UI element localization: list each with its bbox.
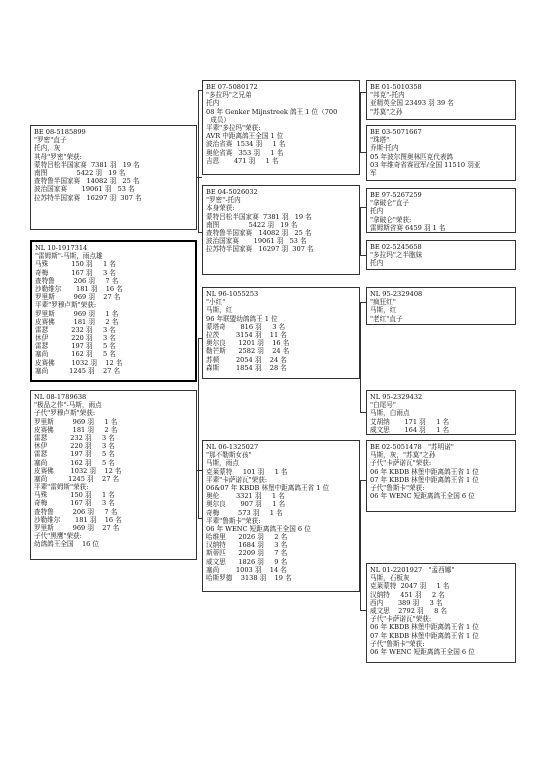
pedigree-line: 威文思 2792 羽 8 名 bbox=[370, 606, 447, 615]
pedigree-line: 08 年 Genker Mijnstreek 鸽王 1 位（700 bbox=[206, 107, 338, 116]
pedigree-line: AVR 中距离鸽王全国 1 位 bbox=[206, 132, 284, 141]
pedigree-line: NL 06-1325027 bbox=[206, 443, 259, 451]
pedigree-box-sire bbox=[30, 125, 197, 230]
pedigree-line: 乔斯·托内 bbox=[370, 144, 399, 153]
pedigree-line: "苏莫"之孙 bbox=[370, 107, 403, 116]
pedigree-line: NL 96-1055253 bbox=[206, 290, 259, 298]
pedigree-line: 威文思 164 羽 1 名 bbox=[370, 425, 450, 434]
pedigree-line: 马斯，红 bbox=[206, 306, 233, 315]
pedigree-line: 托内 bbox=[370, 207, 384, 216]
pedigree-line: 南图 5422 羽 19 名 bbox=[34, 168, 126, 177]
pedigree-line: BE 07-5080172 bbox=[206, 83, 258, 91]
pedigree-line: "老红"直子 bbox=[370, 314, 403, 323]
pedigree-line: 06 年 KBDB 林堡中距离鸽王省 1 位 bbox=[370, 467, 479, 476]
pedigree-line: 塞尚 1245 羽 27 名 bbox=[35, 366, 121, 375]
pedigree-line: 西内 389 羽 3 名 bbox=[370, 598, 443, 607]
pedigree-line: 勒芒斯 2582 羽 24 名 bbox=[206, 347, 290, 356]
pedigree-line: 皮赛佛 1032 羽 12 名 bbox=[34, 466, 122, 475]
pedigree-box-sire-sire bbox=[202, 80, 360, 175]
pedigree-line: 96 年联盟幼鸽鸽王 1 位 bbox=[206, 314, 278, 323]
pedigree-line: 罗里斯 969 羽 1 名 bbox=[34, 417, 118, 426]
pedigree-line: 03 年维奇省赛冠军/全国 11510 羽亚 bbox=[370, 160, 481, 169]
pedigree-box-sire-sire-dam bbox=[366, 125, 516, 181]
pedigree-line: BE 02-5245658 bbox=[370, 243, 422, 251]
pedigree-line: "白尾号" bbox=[370, 401, 396, 410]
pedigree-line: "那不勒斯女孩" bbox=[206, 451, 252, 460]
pedigree-line: "小红" bbox=[206, 298, 226, 307]
pedigree-line: 皮赛佛 181 羽 2 名 bbox=[34, 425, 118, 434]
pedigree-line: 雷瑟 232 羽 3 名 bbox=[35, 325, 116, 334]
pedigree-box-dam-dam-sire bbox=[366, 440, 516, 512]
pedigree-line: BE 04-5026032 bbox=[206, 188, 258, 196]
pedigree-line: 马斯，红 bbox=[370, 306, 397, 315]
pedigree-line: 塞尚 162 羽 5 名 bbox=[35, 350, 116, 359]
pedigree-line: 06 年 WENC 短距离鸽王全国 6 位 bbox=[370, 492, 475, 501]
pedigree-line: 休伊 220 羽 3 名 bbox=[35, 334, 116, 343]
pedigree-line: 查特鲁 206 羽 7 名 bbox=[35, 276, 119, 285]
pedigree-line: 查特鲁半国家赛 14082 羽 25 名 bbox=[34, 177, 140, 186]
pedigree-line: 07 年 KBDB 林堡中距离鸽王省 1 位 bbox=[370, 475, 479, 484]
pedigree-line: 奥伦省赛 353 羽 1 名 bbox=[206, 148, 284, 157]
pedigree-line: 子代"卡萨诺瓦"荣获: bbox=[370, 615, 432, 624]
pedigree-line: 军 bbox=[370, 168, 377, 177]
pedigree-line: 成员） bbox=[206, 115, 230, 124]
pedigree-box-dam-sire bbox=[202, 287, 360, 379]
pedigree-line: 塞尚 1003 羽 14 名 bbox=[206, 565, 287, 574]
pedigree-line: 克莱蒙特 2047 羽 1 名 bbox=[370, 582, 450, 591]
pedigree-line: 皮赛佛 1032 羽 12 名 bbox=[35, 358, 123, 367]
pedigree-line: 波治省赛 1534 羽 1 名 bbox=[206, 140, 286, 149]
pedigree-line: 马斯，雨点 bbox=[206, 459, 239, 468]
pedigree-line: 皮赛佛 181 羽 2 名 bbox=[35, 317, 119, 326]
pedigree-line: "罗密"-托内 bbox=[206, 196, 241, 205]
pedigree-line: 汉纳特 451 羽 2 名 bbox=[370, 590, 445, 599]
pedigree-line: "多拉玛"之兄弟 bbox=[206, 91, 252, 100]
pedigree-line: 克莱蒙特 101 羽 1 名 bbox=[206, 467, 288, 476]
pedigree-line: 蒙塔奇 816 羽 3 名 bbox=[206, 322, 286, 331]
pedigree-line: 托内，灰 bbox=[34, 144, 61, 153]
pedigree-box-sire-dam bbox=[202, 185, 360, 275]
pedigree-line: "雷姆斯"-马斯，雨点雄 bbox=[35, 252, 103, 261]
pedigree-line: 马斯，白雨点 bbox=[370, 409, 410, 418]
pedigree-line: BE 97-5267259 bbox=[370, 191, 422, 199]
pedigree-line: 拉茨 3154 羽 11 名 bbox=[206, 330, 287, 339]
pedigree-line: NL 95-2329432 bbox=[370, 393, 423, 401]
connector bbox=[360, 480, 361, 610]
pedigree-line: 南图 5422 羽 19 名 bbox=[206, 220, 298, 229]
pedigree-line: 斯蒂匹 2209 羽 7 名 bbox=[206, 549, 288, 558]
pedigree-line: 马斯，灰，"苏莫"之孙 bbox=[370, 451, 436, 460]
connector bbox=[198, 338, 199, 518]
pedigree-line: 其母"罗密"荣获: bbox=[34, 152, 82, 161]
pedigree-line: 罗里斯 969 羽 27 名 bbox=[35, 293, 121, 302]
pedigree-line: BE 01-5010358 bbox=[370, 83, 422, 91]
pedigree-line: 雷瑟 232 羽 3 名 bbox=[34, 433, 115, 442]
pedigree-line: BE 02-5051478 "苏明诺" bbox=[370, 443, 454, 451]
pedigree-line: "邦克"-托内 bbox=[370, 91, 405, 100]
pedigree-line: 子代"鲁斯卡"荣获: bbox=[370, 639, 425, 648]
pedigree-line: 子代"罗穆卢斯"荣获: bbox=[34, 409, 96, 418]
pedigree-line: 威文思 1826 羽 9 名 bbox=[206, 557, 288, 566]
pedigree-line: 拉苏特半国家赛 16297 羽 307 名 bbox=[206, 245, 314, 254]
connector bbox=[360, 92, 361, 152]
pedigree-line: 亚精英全国 23493 羽 39 名 bbox=[370, 99, 454, 108]
pedigree-line: 沙勒维尔 181 羽 16 名 bbox=[35, 284, 123, 293]
pedigree-line: 奥尔良 907 羽 1 名 bbox=[206, 500, 286, 509]
pedigree-line: "疯狂红" bbox=[370, 298, 396, 307]
pedigree-line: 奥伦 3321 羽 1 名 bbox=[206, 492, 285, 501]
pedigree-box-dam-sire-dam bbox=[366, 390, 516, 435]
pedigree-line: 07 年 KBDB 林堡中距离鸽王省 1 位 bbox=[370, 631, 479, 640]
pedigree-line: 05 年波尔图奥林匹克代表鸽 bbox=[370, 152, 454, 161]
pedigree-line: 马殊 150 羽 1 名 bbox=[34, 491, 115, 500]
pedigree-line: 塞尚 1245 羽 27 名 bbox=[34, 474, 120, 483]
pedigree-line: 托内 bbox=[206, 99, 220, 108]
pedigree-line: 奥尔良 1201 羽 16 名 bbox=[206, 339, 290, 348]
pedigree-line: NL 08-1789638 bbox=[34, 393, 87, 401]
pedigree-line: 罗里斯 969 羽 27 名 bbox=[34, 524, 120, 532]
pedigree-line: "罗密"直子 bbox=[34, 136, 67, 145]
pedigree-line: 06 年 WENC 短距离鸽王全国 6 位 bbox=[370, 647, 475, 656]
pedigree-line: 苏顿 2054 羽 24 名 bbox=[206, 355, 287, 364]
pedigree-line: 艾胡纳 171 羽 1 名 bbox=[370, 417, 450, 426]
pedigree-line: 子代"黑鹰"荣获: bbox=[34, 532, 82, 541]
pedigree-line: 吉恩 471 羽 1 名 bbox=[206, 156, 279, 165]
pedigree-box-dam-dam-dam bbox=[366, 563, 516, 663]
pedigree-line: 沙勒维尔 181 羽 16 名 bbox=[34, 515, 122, 524]
pedigree-line: 平辈"雷姆斯"荣获: bbox=[34, 483, 89, 492]
pedigree-line: 本身荣获: bbox=[206, 204, 235, 213]
pedigree-box-sire-sire-sire bbox=[366, 80, 516, 120]
pedigree-line: 休伊 220 羽 3 名 bbox=[34, 442, 115, 451]
pedigree-line: 蒙特吕松半国家赛 7381 羽 19 名 bbox=[206, 212, 312, 221]
pedigree-line: 查特鲁半国家赛 14082 羽 25 名 bbox=[206, 228, 312, 237]
pedigree-line: 奇梅 167 羽 3 名 bbox=[34, 499, 115, 508]
pedigree-line: "拿破仑"荣获: bbox=[370, 215, 412, 224]
pedigree-line: 马殊 150 羽 1 名 bbox=[35, 260, 116, 269]
pedigree-line: "珠塔" bbox=[370, 136, 390, 145]
pedigree-box-dam bbox=[30, 390, 197, 560]
pedigree-line: 马斯，石板灰 bbox=[370, 574, 410, 583]
pedigree-line: "极品之作"-马斯，雨点 bbox=[34, 401, 102, 410]
pedigree-box-dam-dam bbox=[202, 440, 360, 592]
pedigree-line: 拉苏特半国家赛 16297 羽 307 名 bbox=[34, 193, 142, 202]
connector bbox=[198, 90, 199, 232]
pedigree-line: 奇梅 167 羽 3 名 bbox=[35, 268, 116, 277]
pedigree-box-subject bbox=[30, 240, 197, 382]
pedigree-line: BE 08-5185899 bbox=[34, 128, 86, 136]
pedigree-line: 06&07 年 KBDB 林堡中距离鸽王省 1 位 bbox=[206, 483, 330, 492]
pedigree-line: 哈斯罗德 3138 羽 19 名 bbox=[206, 574, 292, 582]
pedigree-line: 奇梅 573 羽 1 名 bbox=[206, 508, 283, 517]
pedigree-line: 波治国家赛 19061 羽 53 名 bbox=[206, 237, 307, 246]
pedigree-line: NL 10-1917314 bbox=[35, 244, 88, 252]
pedigree-line: 查特鲁 206 羽 7 名 bbox=[34, 507, 118, 516]
pedigree-line: 波治国家赛 19061 羽 53 名 bbox=[34, 185, 135, 194]
pedigree-line: 平辈"罗穆卢斯"荣获: bbox=[35, 301, 97, 310]
pedigree-line: NL 01-2201927 "孟西娜" bbox=[370, 566, 455, 574]
pedigree-line: "多拉玛"之半胞妹 bbox=[370, 251, 423, 260]
pedigree-box-sire-dam-dam bbox=[366, 240, 516, 270]
pedigree-line: 雷瑟 197 羽 5 名 bbox=[35, 342, 116, 351]
pedigree-line: 子代"卡萨诺瓦"荣获: bbox=[370, 459, 432, 468]
connector bbox=[360, 207, 361, 255]
pedigree-line: 平辈"多拉玛"荣获: bbox=[206, 123, 261, 132]
pedigree-line: 平辈"鲁斯卡"荣获: bbox=[206, 516, 261, 525]
pedigree-line: 06 年 WENC 短距离鸽王全国 6 位 bbox=[206, 524, 311, 533]
pedigree-line: 汉纳特 1684 羽 3 名 bbox=[206, 541, 288, 550]
pedigree-box-dam-sire-sire bbox=[366, 287, 516, 325]
pedigree-line: BE 03-5071667 bbox=[370, 128, 422, 136]
pedigree-box-sire-dam-sire bbox=[366, 188, 516, 233]
pedigree-line: 06 年 KBDB 林堡中距离鸽王省 1 位 bbox=[370, 623, 479, 632]
pedigree-line: "拿破仑"直子 bbox=[370, 199, 410, 208]
connector bbox=[360, 302, 361, 412]
pedigree-line: 蒙特吕松半国家赛 7381 羽 19 名 bbox=[34, 160, 140, 169]
pedigree-line: 子代"鲁斯卡"荣获: bbox=[370, 483, 425, 492]
pedigree-line: 罗里斯 969 羽 1 名 bbox=[35, 309, 119, 318]
pedigree-line: NL 95-2329408 bbox=[370, 290, 423, 298]
pedigree-line: 雷瑟 197 羽 5 名 bbox=[34, 450, 115, 459]
pedigree-line: 哈维里 2026 羽 2 名 bbox=[206, 533, 288, 542]
pedigree-line: 平辈"卡萨诺瓦"荣获: bbox=[206, 475, 268, 484]
pedigree-line: 塞尚 162 羽 5 名 bbox=[34, 458, 115, 467]
pedigree-line: 幼鸽鸽王全国 16 位 bbox=[34, 540, 100, 549]
pedigree-line: 森斯 1854 羽 28 名 bbox=[206, 363, 287, 372]
pedigree-line: 雷姆斯省赛 6459 羽 1 名 bbox=[370, 223, 446, 232]
pedigree-line: 托内 bbox=[370, 259, 384, 268]
